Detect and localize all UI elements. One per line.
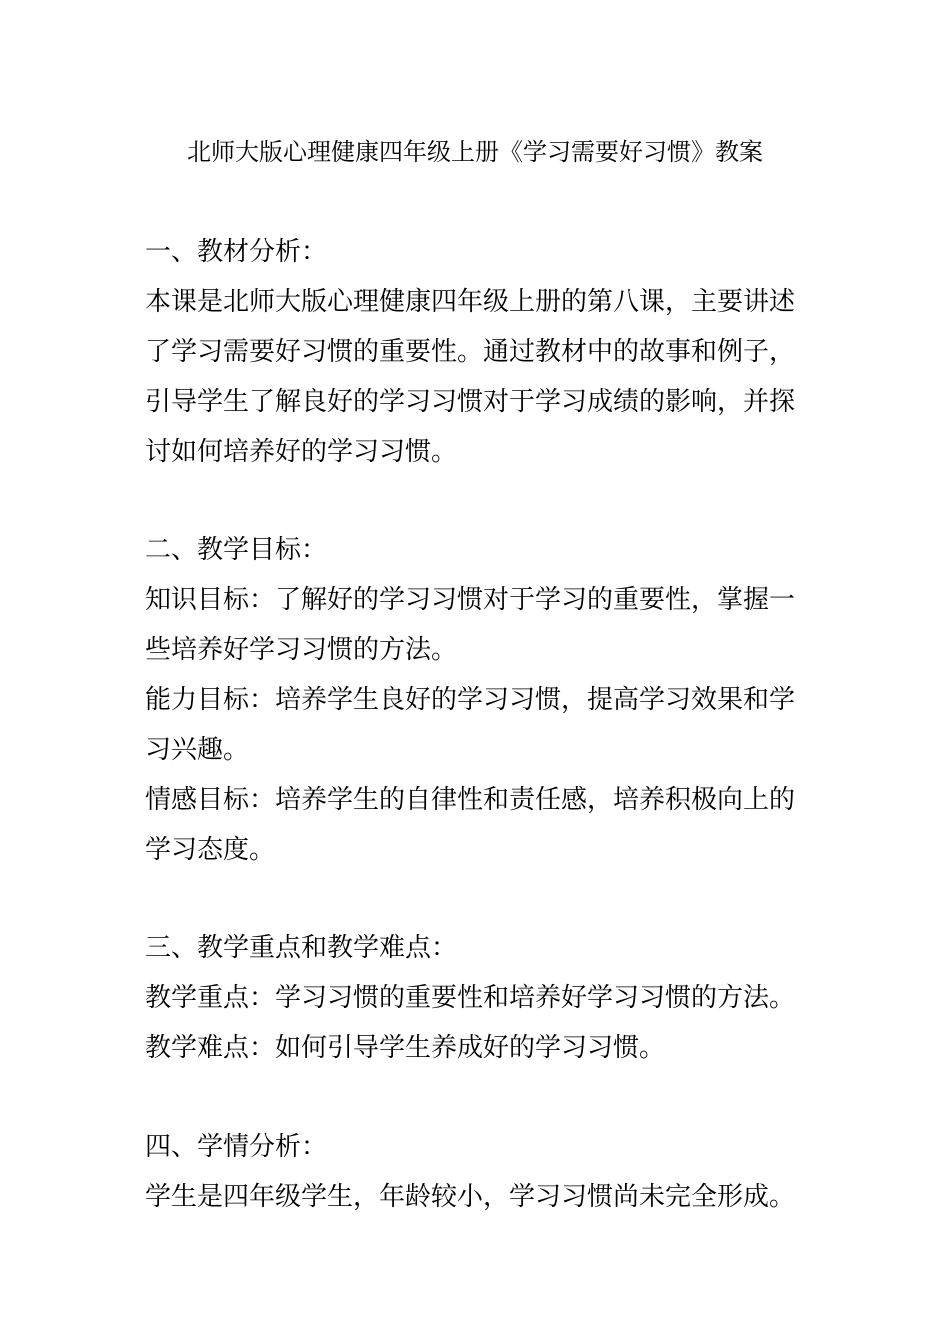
- paragraph-line: 知识目标：了解好的学习习惯对于学习的重要性，掌握一: [145, 585, 796, 615]
- section-heading-textbook-analysis: 一、教材分析：: [145, 237, 328, 267]
- section-heading-teaching-goals: 二、教学目标：: [145, 535, 328, 565]
- paragraph-line: 引导学生了解良好的学习习惯对于学习成绩的影响，并探: [145, 387, 796, 417]
- paragraph-line: 了学习需要好习惯的重要性。通过教材中的故事和例子，: [145, 337, 796, 367]
- document-title: 北师大版心理健康四年级上册《学习需要好习惯》教案: [187, 138, 763, 166]
- paragraph-line: 习兴趣。: [145, 735, 250, 765]
- paragraph-line: 学生是四年级学生，年龄较小，学习习惯尚未完全形成。: [145, 1182, 796, 1212]
- paragraph-line: 情感目标：培养学生的自律性和责任感，培养积极向上的: [145, 785, 796, 815]
- paragraph-line: 教学难点：如何引导学生养成好的学习习惯。: [145, 1033, 666, 1063]
- paragraph-line: 教学重点：学习习惯的重要性和培养好学习习惯的方法。: [145, 983, 796, 1013]
- paragraph-line: 能力目标：培养学生良好的学习习惯，提高学习效果和学: [145, 685, 796, 715]
- paragraph-line: 些培养好学习习惯的方法。: [145, 635, 458, 665]
- paragraph-line: 本课是北师大版心理健康四年级上册的第八课，主要讲述: [145, 287, 796, 317]
- section-heading-student-analysis: 四、学情分析：: [145, 1132, 328, 1162]
- paragraph-line: 学习态度。: [145, 835, 276, 865]
- section-heading-key-and-difficult-points: 三、教学重点和教学难点：: [145, 933, 458, 963]
- paragraph-line: 讨如何培养好的学习习惯。: [145, 437, 458, 467]
